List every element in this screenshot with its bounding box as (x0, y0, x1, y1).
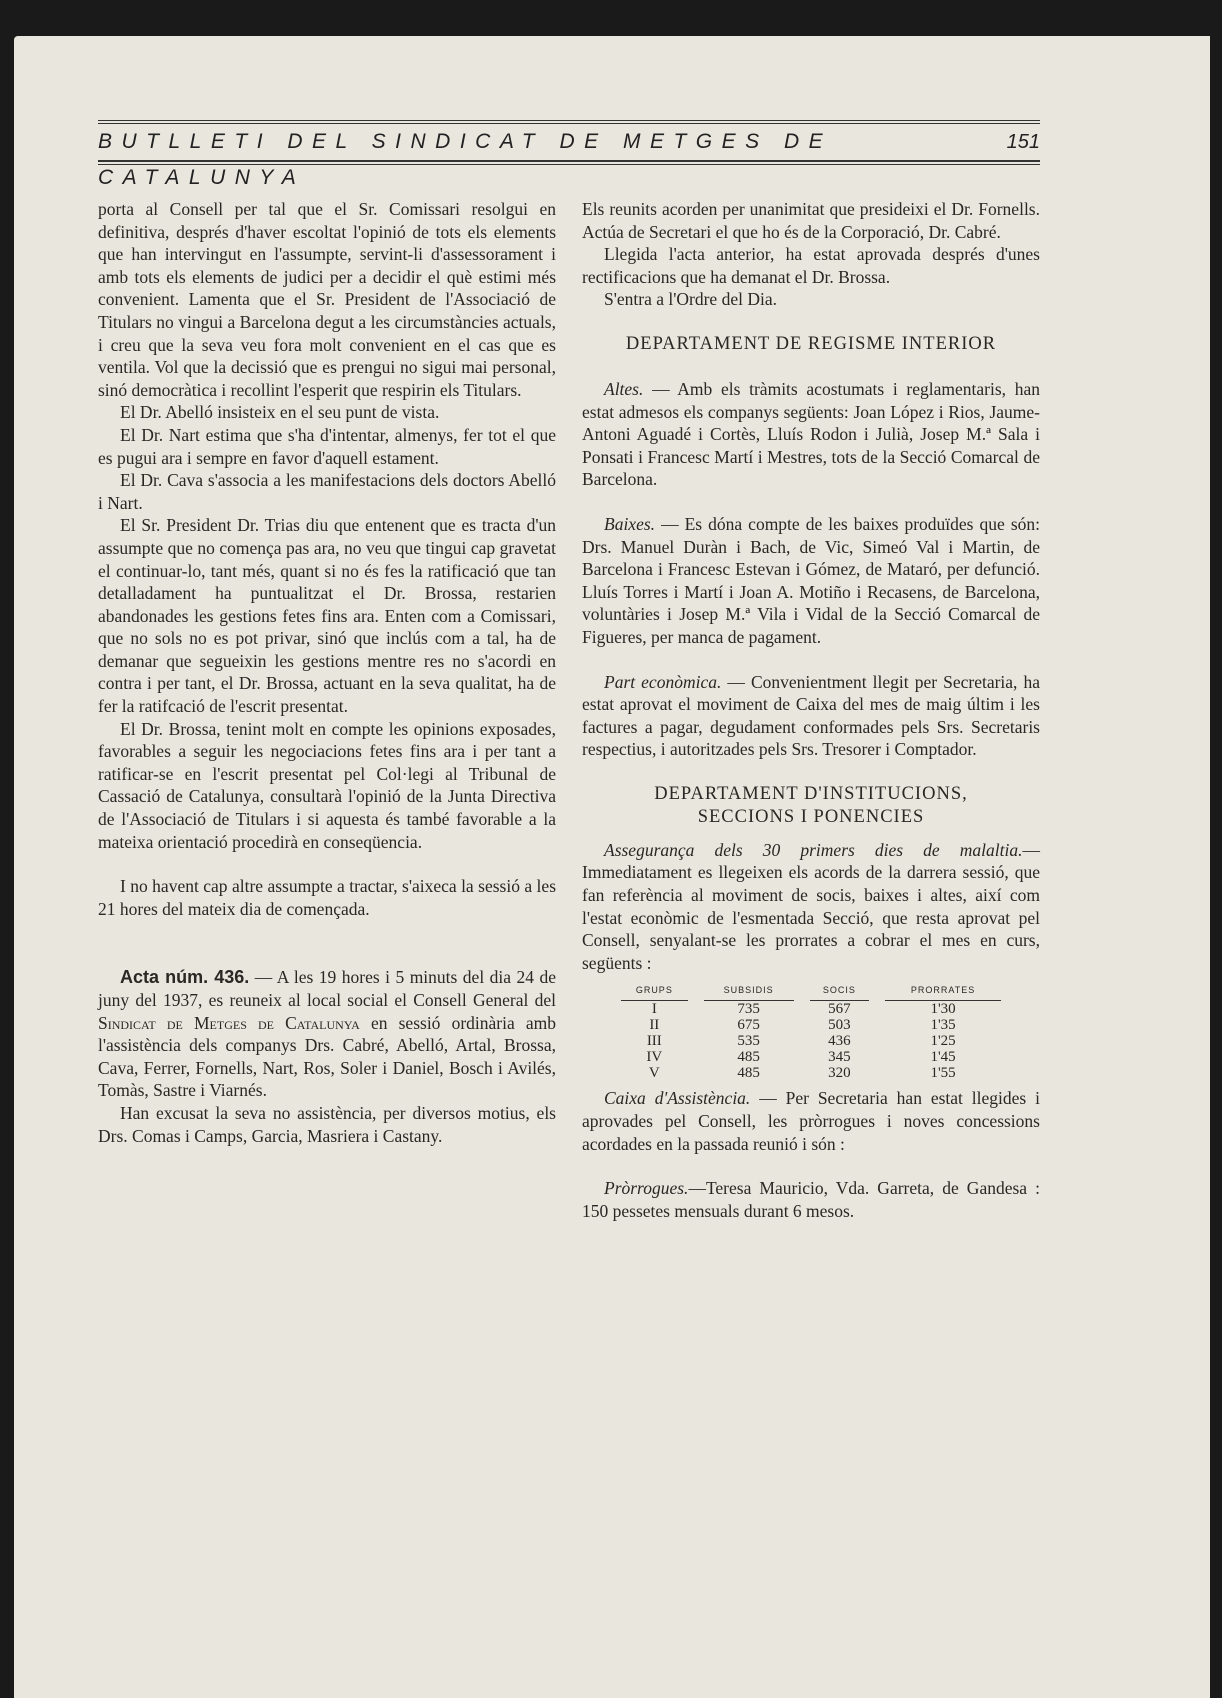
section-heading-line: SECCIONS I PONENCIES (697, 806, 925, 827)
table-cell: IV (646, 1049, 663, 1066)
table-cell: 503 (828, 1017, 851, 1034)
acta-paragraph (98, 966, 556, 1102)
paragraph: S'entra a l'Ordre del Dia. (604, 289, 777, 310)
paragraph-text: — Convenientment llegit per Secretaria, ha estat aprovat el moviment de Caixa del mes de maig últim i les factures a pagar, degudament conformades pels Srs. Secretaris respectius, i autoritzades pels Srs. Tresorer i Comptador. (582, 671, 1040, 760)
assegurança-paragraph (582, 839, 1040, 975)
subheading: Assegurança dels 30 primers dies de malaltia. (604, 839, 1023, 860)
left-column (98, 198, 556, 1147)
subheading: Pròrrogues. (604, 1178, 689, 1199)
table-header-row (621, 982, 1001, 1001)
table-cell: II (649, 1017, 660, 1034)
paragraph-text: —Teresa Mauricio, Vda. Garreta, de Gandesa : 150 pessetes mensuals durant 6 mesos. (582, 1178, 1040, 1221)
paragraph: Llegida l'acta anterior, ha estat aprovada després d'unes rectificacions que ha demanat el Dr. Brossa. (582, 244, 1040, 287)
table-cell: III (646, 1033, 662, 1050)
subheading: Part econòmica. (604, 671, 722, 692)
paragraph: El Dr. Nart estima que s'ha d'intentar, almenys, fer tot el que es pugui ara i sempre en favor d'aquell estament. (98, 424, 556, 468)
table-cell: 485 (737, 1049, 760, 1066)
header-title-row (98, 124, 1040, 189)
table-cell: 320 (828, 1065, 851, 1082)
caixa-paragraph (582, 1087, 1040, 1155)
column-header: SUBSIDIS (704, 982, 794, 1001)
paragraph-closing: I no havent cap altre assumpte a tractar, s'aixeca la sessió a les 21 hores del mateix dia de començada. (98, 876, 556, 919)
acta-text: — A les 19 hores i 5 minuts del dia 24 de juny del 1937, es reuneix al local social el Consell General del (98, 967, 557, 1010)
table-row (621, 1065, 1001, 1081)
paragraph: El Dr. Brossa, tenint molt en compte les opinions exposades, favorables a seguir les negociacions fetes fins ara i per tant a ratificar-se en l'escrit presentat pel Col·legi al Tribunal de Cassació de Catalunya, consultarà l'opinió de la Junta Directiva de l'Associació de Titulars i si aquesta és també favorable a la mateixa orientació procedirà en conseqüencia. (98, 718, 556, 852)
prorrates-table (621, 982, 1001, 1081)
prorrogues-paragraph (582, 1177, 1040, 1222)
table-row (621, 1001, 1001, 1018)
part-economica-paragraph (582, 671, 1040, 761)
paragraph-text: — Amb els tràmits acostumats i reglamentaris, han estat admesos els companys següents: Joan López i Rios, Jaume-Antoni Aguadé i Cortès, Lluís Rodon i Julià, Josep M.ª Sala i Ponsati i Francesc Martí i Mestres, tots de la Secció Comarcal de Barcelona. (582, 378, 1040, 490)
table-cell: 1'55 (930, 1065, 956, 1082)
table-cell: 535 (737, 1033, 760, 1050)
table-cell: 1'30 (930, 1001, 956, 1018)
table-cell: 436 (828, 1033, 851, 1050)
table-cell: 735 (737, 1001, 760, 1018)
table-cell: 1'25 (930, 1033, 956, 1050)
table-cell: 675 (737, 1017, 760, 1034)
section-heading-line: DEPARTAMENT D'INSTITUCIONS, (654, 783, 968, 804)
running-header (98, 120, 1040, 189)
table-cell: 345 (828, 1049, 851, 1066)
baixes-paragraph (582, 513, 1040, 649)
table-cell: I (651, 1001, 657, 1018)
paragraph: El Dr. Abelló insisteix en el seu punt de vista. (120, 402, 440, 423)
right-column (582, 198, 1040, 1222)
page-number: 151 (1006, 131, 1040, 153)
column-header: SOCIS (810, 982, 869, 1001)
paragraph: El Sr. President Dr. Trias diu que entenent que es tracta d'un assumpte que no comença pas ara, no veu que tingui cap gravetat el continuar-lo, tant més, quant si no és fes la ratificació que tan detalladament ha puntualitzat el Dr. Brossa, restarien abandonades les gestions fetes fins ara. Enten com a Comissari, que no sols no es pot privar, sinó que inclús com a tal, ha de demanar que segueixin les gestions mentre res no s'acordi en contra i per tant, el Dr. Brossa, actuant en la seva qualitat, ha de fer la ratifcació de l'escrit presentat. (98, 515, 556, 717)
column-header: PRORRATES (885, 982, 1001, 1001)
altes-paragraph (582, 378, 1040, 491)
table-cell: 1'35 (930, 1017, 956, 1034)
table-cell: 1'45 (930, 1049, 956, 1066)
paragraph: El Dr. Cava s'associa a les manifestacions dels doctors Abelló i Nart. (98, 470, 556, 513)
organization-name: Sindicat de Metges de Catalunya (98, 1012, 360, 1033)
table-cell: 567 (828, 1001, 851, 1018)
paragraph: Els reunits acorden per unanimitat que presideixi el Dr. Fornells. Actúa de Secretari el que ho és de la Corporació, Dr. Cabré. (582, 199, 1040, 242)
table-row (621, 1033, 1001, 1049)
table-row (621, 1049, 1001, 1065)
table-cell: V (648, 1065, 660, 1082)
paragraph-text: — Immediatament es llegeixen els acords de la darrera sessió, que fan referència al moviment de socis, baixes i altes, així com l'estat econòmic de l'esmentada Secció, que resta aprovat pel Consell, senyalant-se les prorrates a cobrar el mes en curs, següents : (582, 839, 1040, 973)
subheading: Altes. (604, 378, 644, 399)
paragraph-text: — Per Secretaria han estat llegides i aprovades pel Consell, les pròrrogues i noves concessions acordades en la passada reunió i són : (582, 1088, 1040, 1154)
acta-text: en sessió ordinària amb l'assistència dels companys Drs. Cabré, Abelló, Artal, Brossa, Cava, Ferrer, Fornells, Nart, Ros, Soler i Daniel, Bosch i Avilés, Tomàs, Sastre i Viarnés. (98, 1012, 556, 1101)
column-header: GRUPS (621, 982, 688, 1001)
paragraph: Han excusat la seva no assistència, per diversos motius, els Drs. Comas i Camps, Garcia, Masriera i Castany. (98, 1102, 556, 1146)
paragraph: porta al Consell per tal que el Sr. Comissari resolgui en definitiva, després d'haver escoltat l'opinió de tots els elements que han intervingut en l'assumpte, servint-li d'assessorament i amb tots els elements de judici per a decidir el què estimi més convenient. Lamenta que el Sr. President de l'Associació de Titulars no vingui a Barcelona degut a les circumstàncies actuals, i creu que la seva veu fora molt convenient en el cas que es ventila. Vol que la decissió que es prengui no sigui mai personal, sinó democràtica i recollint l'esperit que respirin els Titulars. (98, 199, 556, 400)
paragraph-text: — Es dóna compte de les baixes produïdes que són: Drs. Manuel Duràn i Bach, de Vic, Simeó Val i Martin, de Barcelona i Francesc Estevan i Gómez, de Mataró, per defunció. Lluís Torres i Martí i Joan A. Motiño i Recasens, de Barcelona, voluntàries i Josep M.ª Vila i Vidal de la Secció Comarcal de Figueres, per manca de pagament. (582, 513, 1040, 647)
section-heading (582, 783, 1040, 829)
subheading: Caixa d'Assistència. (604, 1088, 751, 1109)
journal-title: BUTLLETI DEL SINDICAT DE METGES DE CATALUNYA (98, 130, 833, 189)
acta-number: Acta núm. 436. (120, 967, 250, 988)
section-heading: DEPARTAMENT DE REGISME INTERIOR (625, 333, 997, 354)
table-row (621, 1017, 1001, 1033)
table-cell: 485 (737, 1065, 760, 1082)
subheading: Baixes. (604, 513, 656, 534)
